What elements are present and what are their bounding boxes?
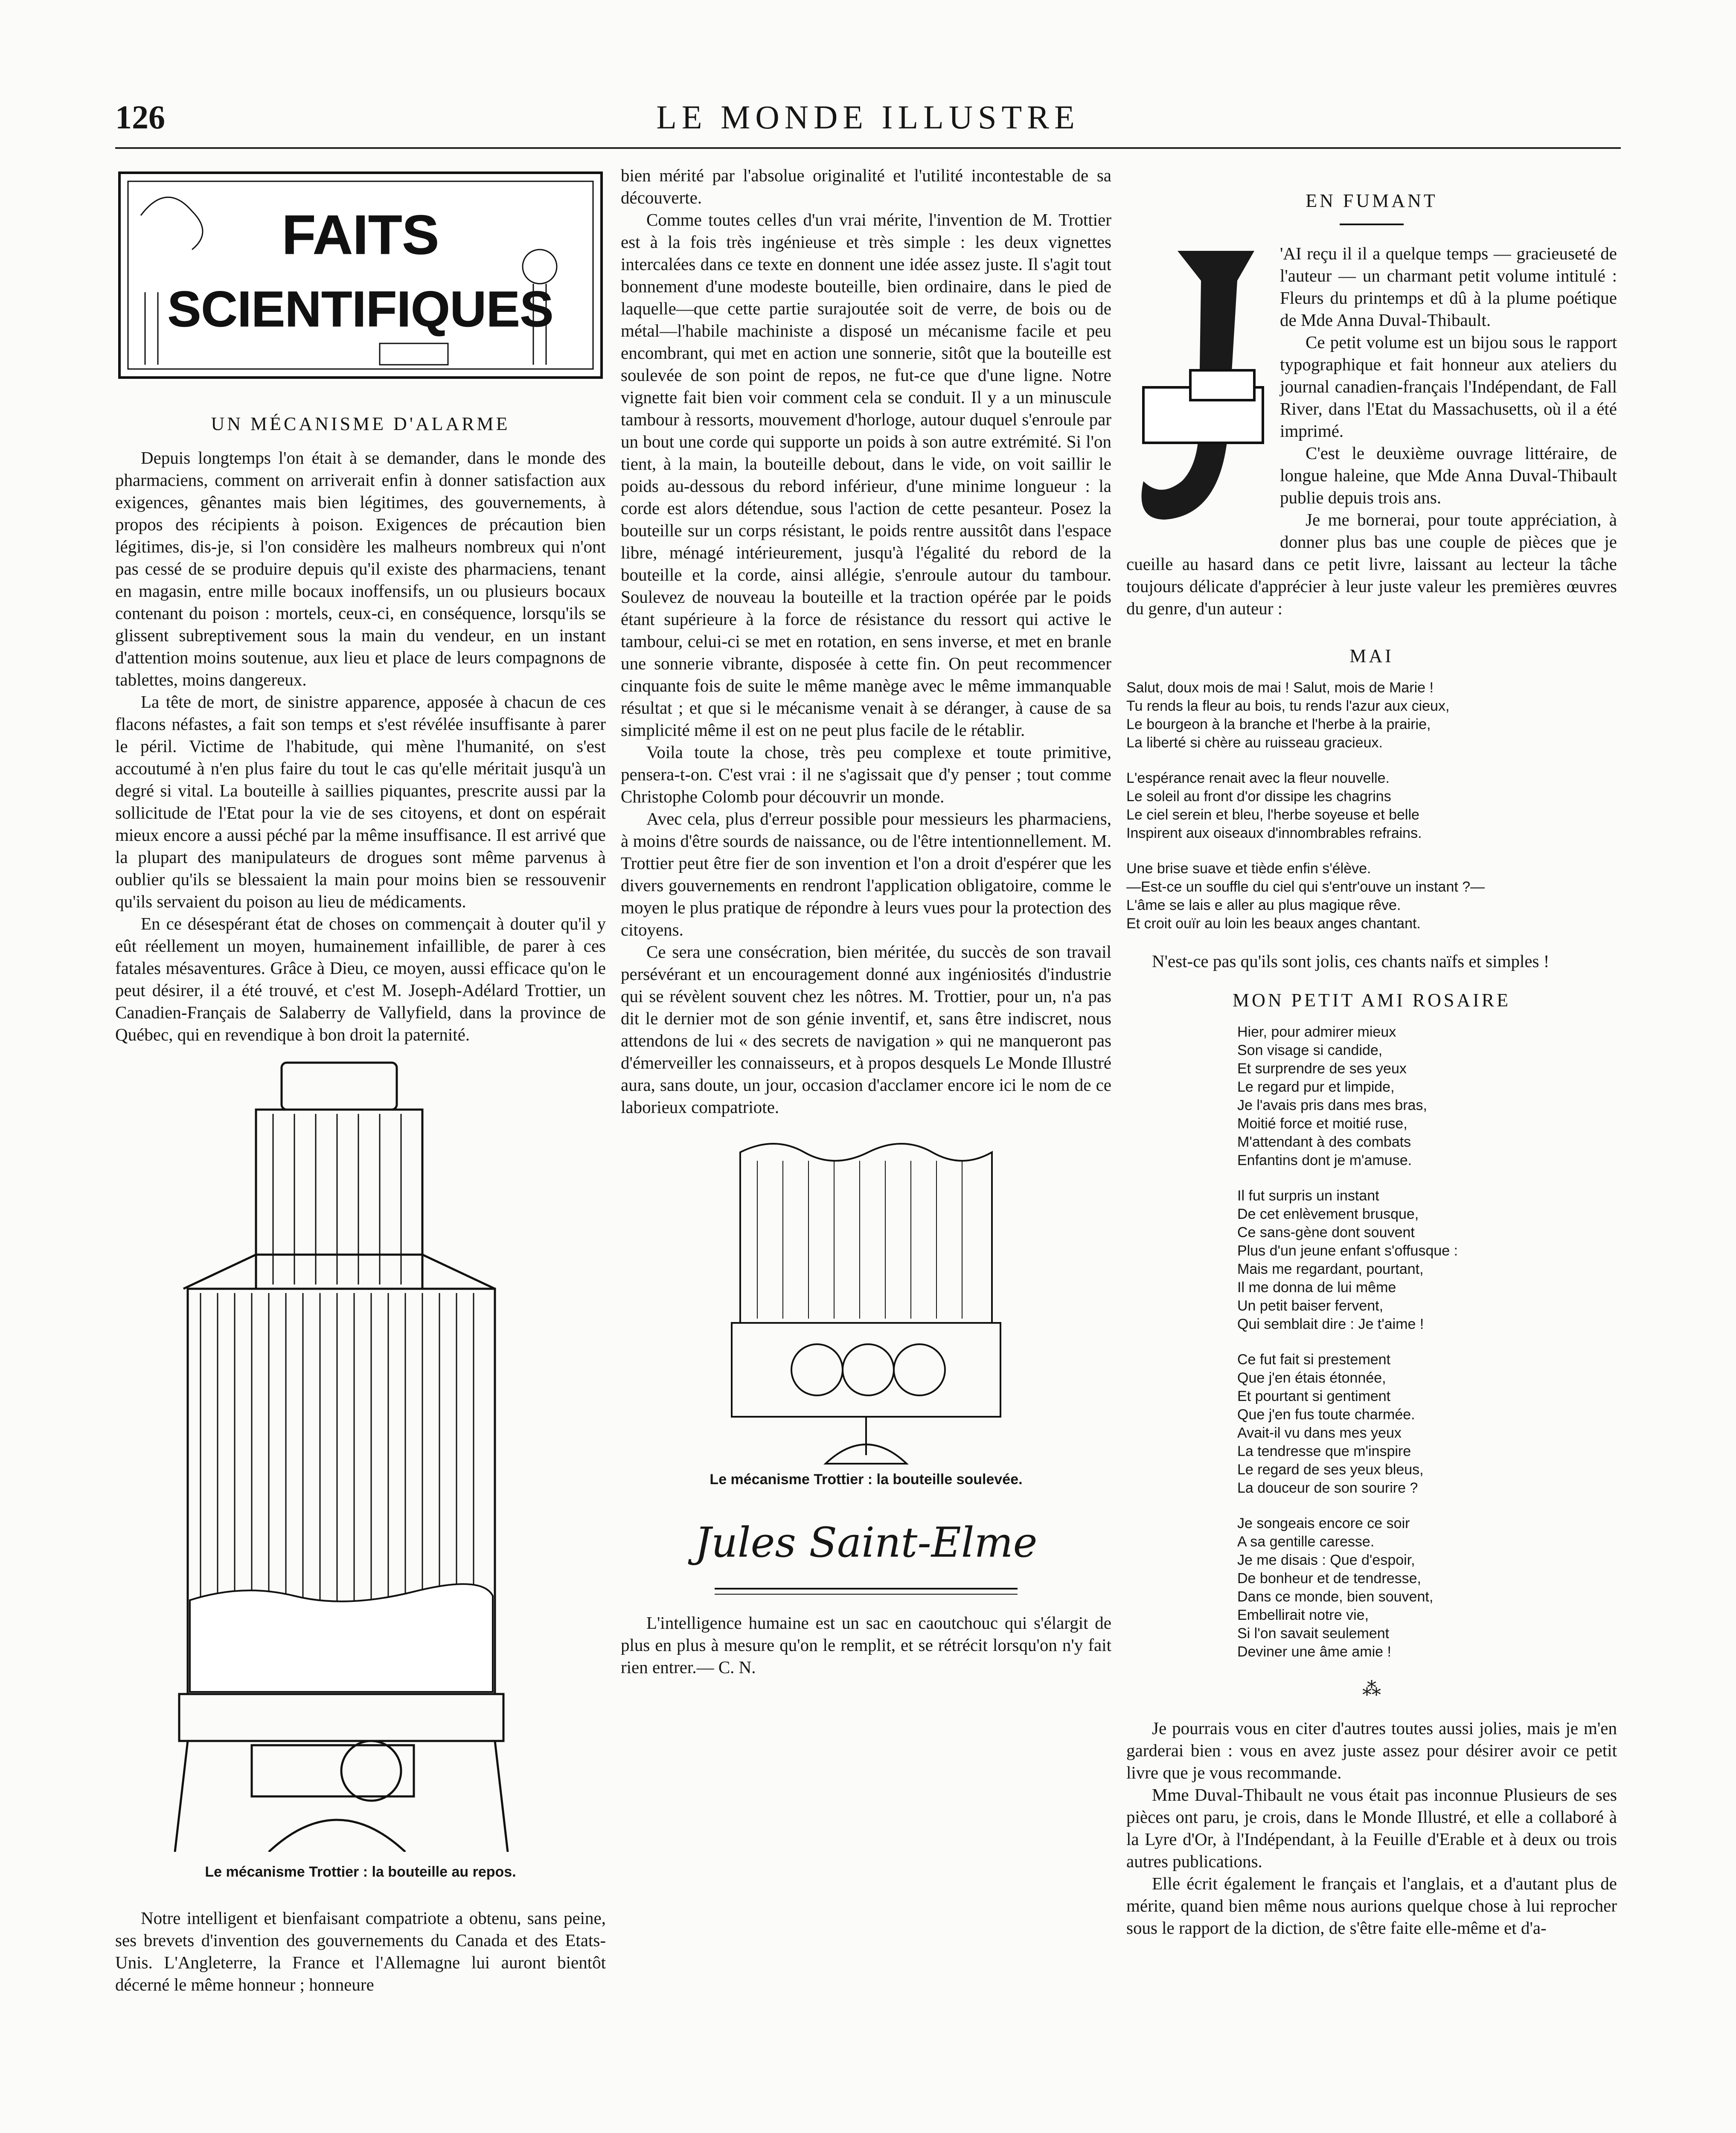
poem-stanza bbox=[1126, 769, 1617, 843]
aphorism: L'intelligence humaine est un sac en caoutchouc qui s'élargit de plus en plus à mesure qu'on le remplit, et se rétrécit lorsqu'on n'y fait rien entrer.— C. N. bbox=[621, 1613, 1111, 1677]
poem-line: Deviner une âme amie ! bbox=[1237, 1644, 1391, 1660]
poem-line: Le regard pur et limpide, bbox=[1237, 1079, 1395, 1095]
poem-line: Et surprendre de ses yeux bbox=[1237, 1061, 1407, 1077]
article-paragraph: Avec cela, plus d'erreur possible pour messieurs les pharmaciens, à moins d'être sourds de naissance, ou de l'être intentionnellement. M. Trottier peut être fier de son invention et l'on a droit d'espérer que les divers gouvernements en rendront l'application obligatoire, comme le moyen le plus pratique de répondre à leurs vues pour la protection des citoyens. bbox=[621, 809, 1111, 939]
article-paragraph: Elle écrit également le français et l'anglais, et a d'autant plus de mérite, quand bien même nous aurions quelque chose à lui reprocher sous le rapport de la diction, de s'être faite elle-même et d'a- bbox=[1126, 1874, 1617, 1938]
poem-line: De bonheur et de tendresse, bbox=[1237, 1570, 1421, 1587]
bottle-at-rest-illustration bbox=[115, 1054, 606, 1852]
poem-line: Il me donna de lui même bbox=[1237, 1279, 1396, 1296]
poem-line: Salut, doux mois de mai ! Salut, mois de Marie ! bbox=[1126, 680, 1434, 696]
page-header bbox=[115, 98, 1621, 149]
banner-line1: FAITS bbox=[282, 203, 439, 266]
asterism-icon: ⁂ bbox=[1362, 1679, 1381, 1700]
poem-line: Le regard de ses yeux bleus, bbox=[1237, 1462, 1424, 1478]
poem-line: L'espérance renait avec la fleur nouvelle. bbox=[1126, 770, 1390, 786]
poem-line: La liberté si chère au ruisseau gracieux. bbox=[1126, 735, 1383, 751]
article-paragraph: N'est-ce pas qu'ils sont jolis, ces chants naïfs et simples ! bbox=[1152, 951, 1550, 971]
poem-line: Le bourgeon à la branche et l'herbe à la prairie, bbox=[1126, 716, 1431, 732]
faits-scientifiques-banner bbox=[115, 164, 606, 403]
illustration-caption: Le mécanisme Trottier : la bouteille au repos. bbox=[205, 1864, 516, 1880]
poem-line: M'attendant à des combats bbox=[1237, 1134, 1411, 1150]
poem-line: Mais me regardant, pourtant, bbox=[1237, 1261, 1424, 1277]
poem-stanza bbox=[1237, 1351, 1617, 1497]
poem-line: Moitié force et moitié ruse, bbox=[1237, 1116, 1407, 1132]
column-3 bbox=[1126, 164, 1617, 1939]
poem-line: Je me disais : Que d'espoir, bbox=[1237, 1552, 1415, 1568]
illustration-caption: Le mécanisme Trottier : la bouteille soulevée. bbox=[710, 1471, 1023, 1488]
poem-line: Un petit baiser fervent, bbox=[1237, 1298, 1384, 1314]
poem-line: Je songeais encore ce soir bbox=[1237, 1515, 1410, 1531]
poem-line: Et croit ouïr au loin les beaux anges chantant. bbox=[1126, 915, 1421, 932]
article-paragraph: Je me bornerai, pour toute appréciation, à donner plus bas une couple de pièces que je cueille au hasard dans ce petit livre, laissant au lecteur la tâche toujours délicate d'apprécier à leur juste valeur les premières œuvres du genre, d'un auteur : bbox=[1126, 510, 1617, 618]
author-signature: Jules Saint-Elme bbox=[695, 1519, 1038, 1566]
poem-stanza bbox=[1126, 860, 1617, 933]
poem-line: Il fut surpris un instant bbox=[1237, 1188, 1379, 1204]
poem-line: Inspirent aux oiseaux d'innombrables refrains. bbox=[1126, 825, 1422, 841]
article-title: UN MÉCANISME D'ALARME bbox=[211, 413, 510, 434]
article-paragraph: Comme toutes celles d'un vrai mérite, l'invention de M. Trottier est à la fois très ingénieuse et très simple : les deux vignettes intercalées dans ce texte en donnent une idée assez juste. Il s'agit tout bonnement d'une modeste bouteille, bien ordinaire, dans le pied de laquelle—que cette partie surajoutée soit de verre, de bois ou de métal—l'habile machiniste a disposé un mécanisme facile et peu encombrant, qui met en action une sonnerie, sitôt que la bouteille est soulevée de son point de repos, ne fut-ce que d'une ligne. Notre vignette fait bien voir comment cela se conduit. Il y a un minuscule tambour à ressorts, mouvement d'horloge, autour duquel s'enroule par un bout une corde qui supporte un poids à son autre extrémité. Si l'on tient, à la main, la bouteille debout, dans le vide, on voit saillir le poids au-dessous du rebord inférieur, d'une minime longueur : la corde est alors détendue, sous l'action de cette pesanteur. Posez la bouteille sur un corps résistant, le poids rentre aussitôt dans l'espace libre, ménagé intérieurement, jusqu'à l'égalité du rebord de la bouteille et la corde, ainsi allégie, s'enroule autour du tambour. Soulevez de nouveau la bouteille et la traction opérée par le poids étant supérieure à la force de résistance du ressort qui active le tambour, celui-ci se met en rotation, en sens inverse, et met en branle une sonnerie vibrante, disposée à cette fin. On peut recommencer cinquante fois de suite le même manège avec le même immanquable résultat ; et que si le mécanisme venait à se déranger, à cause de sa simplicité même il est on ne peut plus facile de le rétablir. bbox=[621, 210, 1111, 740]
poem-stanza bbox=[1126, 679, 1617, 752]
poem-line: Enfantins dont je m'amuse. bbox=[1237, 1152, 1412, 1168]
bottle-lifted-illustration bbox=[621, 1127, 1111, 1468]
banner-line2: SCIENTIFIQUES bbox=[167, 281, 554, 337]
ornamental-dropcap bbox=[1126, 242, 1267, 532]
article-paragraph: La tête de mort, de sinistre apparence, apposée à chacun de ces flacons néfastes, a fait son temps et s'est révélée insuffisante à parer le péril. Victime de l'habitude, qui mène l'humanité, on s'est accoutumé à n'en plus faire du tout le cas qu'elle méritait jusqu'à un degré si vital. La bouteille à saillies piquantes, prescrite aussi par la sollicitude de l'Etat pour la vie de ses citoyens, et dont on espérait mieux encore a aussi péché par la même insuffisance. Il est arrivé que la plupart des manipulateurs de drogues sont même parvenus à oublier qu'ils se blessaient la main pour moins bien se ressouvenir qu'ils servaient du poison au lieu de médicaments. bbox=[115, 692, 606, 911]
title-rule bbox=[1340, 224, 1404, 225]
article-paragraph: Mme Duval-Thibault ne vous était pas inconnue Plusieurs de ses pièces ont paru, je crois, dans le Monde Illustré, et elle a collaboré à la Lyre d'Or, à l'Indépendant, à la Feuille d'Erable et à deux ou trois autres publications. bbox=[1126, 1785, 1617, 1871]
poem-line: L'âme se lais e aller au plus magique rêve. bbox=[1126, 897, 1401, 913]
column-1 bbox=[115, 164, 606, 1996]
poem-rosaire bbox=[1126, 1023, 1617, 1661]
header-rule bbox=[115, 147, 1621, 149]
article-paragraph: Ce petit volume est un bijou sous le rapport typographique et fait honneur aux ateliers du journal canadien-français l'Indépendant, de Fall River, dans l'Etat du Massachusetts, où il a été imprimé. bbox=[1280, 332, 1617, 441]
poem-title: MON PETIT AMI ROSAIRE bbox=[1232, 990, 1511, 1011]
poem-line: Son visage si candide, bbox=[1237, 1042, 1383, 1058]
poem-stanza bbox=[1237, 1187, 1617, 1334]
article-paragraph: 'AI reçu il il a quelque temps — gracieuseté de l'auteur — un charmant petit volume intitulé : Fleurs du printemps et dû à la plume poétique de Mde Anna Duval-Thibault. bbox=[1280, 244, 1617, 330]
article-paragraph: C'est le deuxième ouvrage littéraire, de longue haleine, que Mde Anna Duval-Thibault publie depuis trois ans. bbox=[1280, 443, 1617, 507]
poem-stanza bbox=[1237, 1514, 1617, 1661]
poem-line: Le ciel serein et bleu, l'herbe soyeuse et belle bbox=[1126, 807, 1419, 823]
poem-line: La tendresse que m'inspire bbox=[1237, 1443, 1411, 1459]
poem-line: Que j'en étais étonnée, bbox=[1237, 1370, 1386, 1386]
poem-line: Qui semblait dire : Je t'aime ! bbox=[1237, 1316, 1424, 1332]
poem-line: Tu rends la fleur au bois, tu rends l'azur aux cieux, bbox=[1126, 698, 1450, 714]
article-paragraph: Depuis longtemps l'on était à se demander, dans le monde des pharmaciens, comment on arriverait enfin à donner satisfaction aux exigences, gênantes mais bien légitimes, des gouvernements, à propos des récipients à poison. Exigences de précaution bien légitimes, dis-je, si l'on considère les malheurs nombreux qui n'ont pas cessé de se produire depuis qu'il existe des pharmaciens, tenant en magasin, entre mille bocaux inoffensifs, un ou plusieurs bocaux contenant du poison : mortels, ceux-ci, en conséquence, lorsqu'ils se glissent subreptivement sous la main du vendeur, en un instant d'attention moins soutenue, aux lieu et place de leurs compagnons de tablettes, moins dangereux. bbox=[115, 448, 606, 689]
poem-line: Dans ce monde, bien souvent, bbox=[1237, 1589, 1434, 1605]
poem-line: Le soleil au front d'or dissipe les chagrins bbox=[1126, 788, 1391, 805]
poem-line: Si l'on savait seulement bbox=[1237, 1625, 1390, 1642]
article-paragraph: Je pourrais vous en citer d'autres toutes aussi jolies, mais je m'en garderai bien : vous en avez juste assez pour désirer avoir ce petit livre que je vous recommande. bbox=[1126, 1718, 1617, 1782]
article-paragraph: Notre intelligent et bienfaisant compatriote a obtenu, sans peine, ses brevets d'invention des gouvernements du Canada et des Etats-Unis. L'Angleterre, la France et l'Allemagne lui auront bientôt décerné le même honneur ; honneure bbox=[115, 1908, 606, 1994]
poem-line: —Est-ce un souffle du ciel qui s'entr'ouve un instant ?— bbox=[1126, 879, 1485, 895]
poem-line: Ce sans-gène dont souvent bbox=[1237, 1224, 1415, 1241]
dropcap-ornament-icon bbox=[1126, 242, 1267, 532]
masthead-title: LE MONDE ILLUSTRE bbox=[656, 99, 1080, 136]
poem-line: La douceur de son sourire ? bbox=[1237, 1480, 1418, 1496]
article-paragraph: Voila toute la chose, très peu complexe et toute primitive, pensera-t-on. C'est vrai : il ne s'agissait que d'y penser ; tout comme Christophe Colomb pour découvrir un monde. bbox=[621, 742, 1111, 806]
poem-line: A sa gentille caresse. bbox=[1237, 1534, 1375, 1550]
poem-line: Ce fut fait si prestement bbox=[1237, 1351, 1391, 1368]
poem-line: Avait-il vu dans mes yeux bbox=[1237, 1425, 1402, 1441]
poem-line: Que j'en fus toute charmée. bbox=[1237, 1407, 1415, 1423]
poem-stanza bbox=[1237, 1023, 1617, 1170]
poem-mai bbox=[1126, 679, 1617, 933]
section-divider bbox=[715, 1588, 1018, 1595]
poem-line: Plus d'un jeune enfant s'offusque : bbox=[1237, 1243, 1458, 1259]
article-title: EN FUMANT bbox=[1306, 190, 1438, 211]
poem-line: De cet enlèvement brusque, bbox=[1237, 1206, 1419, 1222]
column-2 bbox=[621, 164, 1111, 1678]
poem-line: Je l'avais pris dans mes bras, bbox=[1237, 1097, 1427, 1113]
article-paragraph: En ce désespérant état de choses on commençait à douter qu'il y eût réellement un moyen, humainement infaillible, de parer à ces fatales mésaventures. Grâce à Dieu, ce moyen, aussi efficace qu'on le peut désirer, il a été trouvé, et c'est M. Joseph-Adélard Trottier, un Canadien-Français de Salaberry de Vallyfield, dans la province de Québec, qui en revendique à bon droit la paternité. bbox=[115, 914, 606, 1044]
page-number: 126 bbox=[115, 99, 165, 136]
poem-line: Embellirait notre vie, bbox=[1237, 1607, 1369, 1623]
poem-line: Et pourtant si gentiment bbox=[1237, 1388, 1391, 1404]
poem-line: Hier, pour admirer mieux bbox=[1237, 1024, 1396, 1040]
article-paragraph: bien mérité par l'absolue originalité et l'utilité incontestable de sa découverte. bbox=[621, 166, 1111, 207]
article-paragraph: Ce sera une consécration, bien méritée, du succès de son travail persévérant et un encouragement donné aux ingéniosités d'industrie qui se révèlent souvent chez les nôtres. M. Trottier, pour un, n'a pas dit le dernier mot de son génie inventif, et, sans être indiscret, nous attendons de lui « des secrets de navigation » qui ne manqueront pas d'émerveiller les connaisseurs, et à propos desquels Le Monde Illustré aura, sans doute, un jour, occasion d'acclamer encore ici le nom de ce laborieux compatriote. bbox=[621, 942, 1111, 1117]
poem-line: Une brise suave et tiède enfin s'élève. bbox=[1126, 860, 1371, 877]
poem-title: MAI bbox=[1349, 645, 1394, 666]
